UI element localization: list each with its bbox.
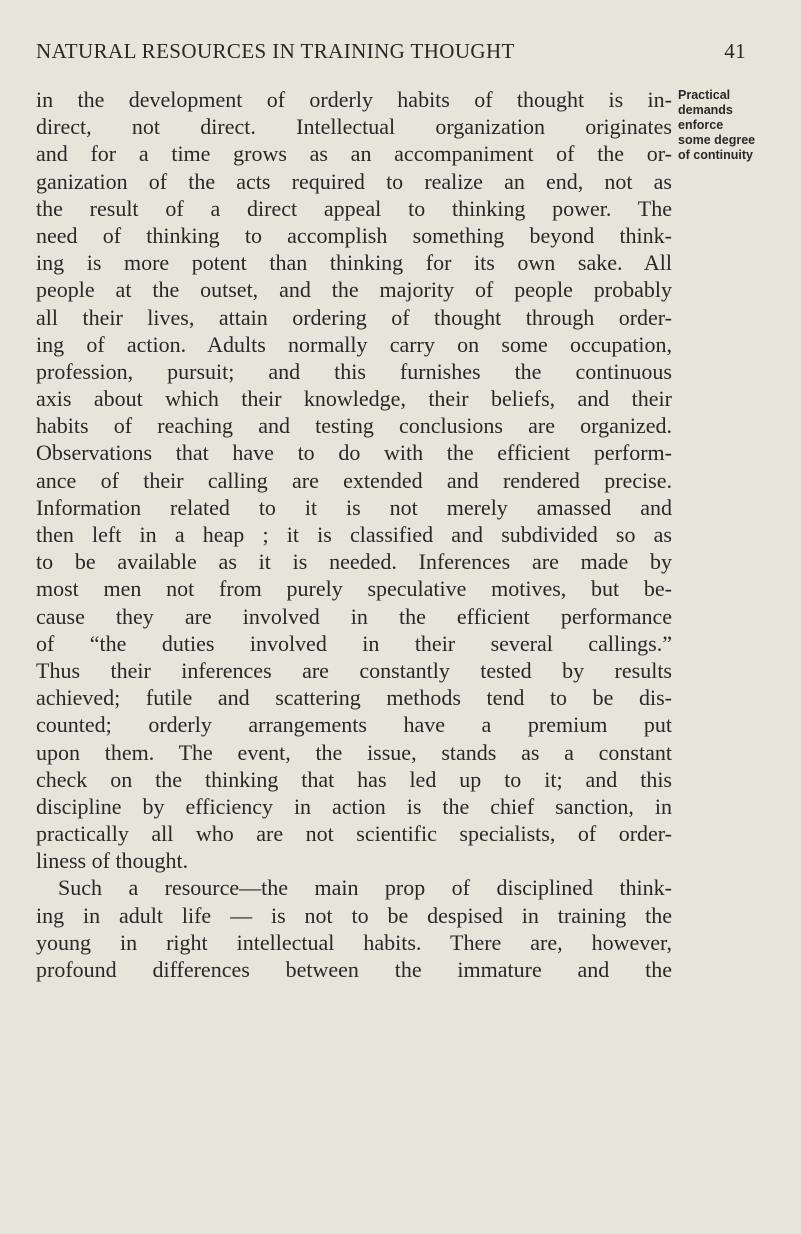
text-line: liness of thought. <box>36 848 189 874</box>
text-line: and for a time grows as an accompaniment of the or- <box>36 141 672 167</box>
margin-note-line: enforce <box>678 118 724 132</box>
text-line: axis about which their knowledge, their beliefs, and their <box>36 386 672 412</box>
text-line: habits of reaching and testing conclusions are organized. <box>36 413 672 439</box>
text-line: profession, pursuit; and this furnishes the continuous <box>36 358 672 384</box>
margin-note-line: of continuity <box>678 148 753 162</box>
margin-note <box>678 88 798 163</box>
text-line: ing of action. Adults normally carry on some occupation, <box>36 331 672 357</box>
text-line: all their lives, attain ordering of thought through order- <box>36 304 672 330</box>
text-line: ing is more potent than thinking for its own sake. All <box>36 250 672 276</box>
paragraph-2 <box>36 874 672 983</box>
text-line: then left in a heap ; it is classified and subdivided so as <box>36 522 672 547</box>
text-line: practically all who are not scientific specialists, of order- <box>36 821 672 847</box>
margin-note-line: demands <box>678 103 733 117</box>
text-line: counted; orderly arrangements have a premium put <box>36 712 672 738</box>
text-line: in the development of orderly habits of thought is in- <box>36 87 672 112</box>
text-line: achieved; futile and scattering methods tend to be dis- <box>36 685 672 711</box>
paragraph-1 <box>36 86 672 874</box>
text-line: direct, not direct. Intellectual organization originates <box>36 114 672 140</box>
text-line: need of thinking to accomplish something beyond think- <box>36 222 672 248</box>
text-line: young in right intellectual habits. There are, however, <box>36 929 672 955</box>
running-head <box>36 36 746 66</box>
text-line: upon them. The event, the issue, stands as a constant <box>36 739 672 765</box>
text-line: ganization of the acts required to realize an end, not as <box>36 168 672 194</box>
text-line: profound differences between the immature and the <box>36 957 672 982</box>
text-line: discipline by efficiency in action is the chief sanction, in <box>36 793 672 819</box>
text-line: people at the outset, and the majority of people probably <box>36 277 672 303</box>
text-line: to be available as it is needed. Inferences are made by <box>36 549 672 575</box>
text-line: most men not from purely speculative motives, but be- <box>36 576 672 602</box>
margin-note-line: some degree <box>678 133 756 147</box>
page-number: 41 <box>724 39 746 63</box>
body-text <box>36 86 672 983</box>
running-title: NATURAL RESOURCES IN TRAINING THOUGHT <box>36 39 515 63</box>
text-line: ance of their calling are extended and rendered precise. <box>36 467 672 493</box>
margin-note-line: Practical <box>678 88 731 102</box>
text-line: the result of a direct appeal to thinking power. The <box>36 195 672 221</box>
text-line: of “the duties involved in their several callings.” <box>36 630 672 656</box>
text-line: check on the thinking that has led up to it; and this <box>36 766 672 792</box>
text-line: Observations that have to do with the efficient perform- <box>36 440 672 466</box>
text-line: Thus their inferences are constantly tested by results <box>36 657 672 683</box>
text-line: ing in adult life — is not to be despised in training the <box>36 902 672 928</box>
text-line: Information related to it is not merely amassed and <box>36 494 672 520</box>
text-line: cause they are involved in the efficient performance <box>36 603 672 629</box>
text-line: Such a resource—the main prop of disciplined think- <box>58 875 672 901</box>
